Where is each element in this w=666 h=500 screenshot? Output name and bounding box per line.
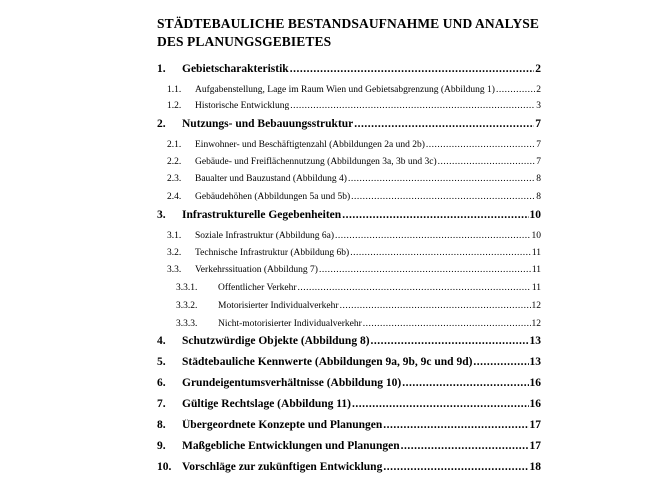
toc-entry[interactable]	[157, 440, 541, 452]
toc-page: 17	[529, 419, 541, 431]
toc-entry[interactable]	[167, 85, 541, 95]
toc-title: Infrastrukturelle Gegebenheiten	[182, 209, 342, 221]
toc-page: 11	[531, 283, 541, 293]
toc-title: Maßgebliche Entwicklungen und Planungen	[182, 440, 400, 452]
toc-number: 3.3.	[167, 265, 182, 275]
toc-title: Aufgabenstellung, Lage im Raum Wien und Gebietsabgrenzung (Abbildung 1)	[195, 85, 495, 95]
toc-leader	[496, 85, 535, 95]
toc-leader	[426, 140, 535, 150]
toc-title: Einwohner- und Beschäftigtenzahl (Abbildungen 2a und 2b)	[195, 140, 425, 150]
toc-number: 5.	[157, 356, 166, 368]
toc-page: 16	[529, 398, 541, 410]
toc-number: 8.	[157, 419, 166, 431]
toc-page: 12	[531, 301, 541, 311]
toc-title: Vorschläge zur zukünftigen Entwicklung	[182, 461, 383, 473]
toc-title: Technische Infrastruktur (Abbildung 6b)	[195, 248, 350, 258]
toc-leader	[354, 118, 534, 130]
toc-page: 8	[536, 192, 541, 202]
toc-leader	[438, 157, 536, 167]
toc-title: Baualter und Bauzustand (Abbildung 4)	[195, 174, 347, 184]
toc-number: 10.	[157, 461, 172, 473]
toc-number: 1.2.	[167, 101, 182, 111]
toc-leader	[290, 101, 535, 111]
toc-leader	[350, 248, 531, 258]
toc-number: 3.3.3.	[176, 319, 198, 329]
toc-page: 11	[531, 248, 541, 258]
toc-number: 2.	[157, 118, 166, 130]
toc-entry[interactable]	[157, 356, 541, 368]
toc-page: 7	[536, 140, 541, 150]
toc-entry[interactable]	[167, 192, 541, 202]
toc-entry[interactable]	[157, 419, 541, 431]
toc-page: 12	[531, 319, 541, 329]
toc-number: 2.2.	[167, 157, 182, 167]
toc-page: 13	[529, 335, 541, 347]
toc-page: 2	[536, 85, 541, 95]
toc-title: Gebietscharakteristik	[182, 63, 289, 75]
toc-leader	[383, 461, 528, 473]
toc-number: 3.3.2.	[176, 301, 198, 311]
toc-page: 3	[536, 101, 541, 111]
toc-number: 2.3.	[167, 174, 182, 184]
toc-number: 1.1.	[167, 85, 182, 95]
toc-number: 3.1.	[167, 231, 182, 241]
toc-number: 1.	[157, 63, 166, 75]
toc-entry[interactable]	[176, 319, 541, 329]
toc-title: Nicht-motorisierter Individualverkehr	[218, 319, 362, 329]
toc-number: 7.	[157, 398, 166, 410]
toc-entry[interactable]	[167, 101, 541, 111]
toc-leader	[473, 356, 528, 368]
toc-number: 4.	[157, 335, 166, 347]
toc-title: Grundeigentumsverhältnisse (Abbildung 10)	[182, 377, 402, 389]
toc-leader	[371, 335, 529, 347]
toc-entry[interactable]	[157, 461, 541, 473]
toc-leader	[401, 440, 529, 452]
toc-entry[interactable]	[157, 335, 541, 347]
toc-leader	[342, 209, 528, 221]
toc-number: 3.2.	[167, 248, 182, 258]
toc-entry[interactable]	[167, 248, 541, 258]
toc-page: 7	[536, 157, 541, 167]
toc-page: 2	[535, 63, 541, 75]
toc-leader	[348, 174, 535, 184]
toc-title: Soziale Infrastruktur (Abbildung 6a)	[195, 231, 335, 241]
title-line-1: STÄDTEBAULICHE BESTANDSAUFNAHME UND ANALYSE	[157, 16, 540, 31]
toc-entry[interactable]	[157, 63, 541, 75]
toc-entry[interactable]	[176, 301, 541, 311]
toc-leader	[340, 301, 531, 311]
toc-leader	[402, 377, 528, 389]
toc-entry[interactable]	[157, 118, 541, 130]
toc-number: 3.3.1.	[176, 283, 198, 293]
toc-leader	[351, 192, 535, 202]
toc-title: Gebäude- und Freiflächennutzung (Abbildungen 3a, 3b und 3c)	[195, 157, 437, 167]
title-line-2: DES PLANUNGSGEBIETES	[157, 34, 332, 49]
toc-leader	[290, 63, 535, 75]
toc-page: 8	[536, 174, 541, 184]
toc-entry[interactable]	[167, 140, 541, 150]
toc-page: 18	[529, 461, 541, 473]
toc-entry[interactable]	[157, 209, 541, 221]
toc-title: Historische Entwicklung	[195, 101, 290, 111]
toc-entry[interactable]	[157, 398, 541, 410]
toc-title: Übergeordnete Konzepte und Planungen	[182, 419, 383, 431]
toc-entry[interactable]	[157, 377, 541, 389]
toc-title: Gebäudehöhen (Abbildungen 5a und 5b)	[195, 192, 351, 202]
toc-page: 10	[529, 209, 541, 221]
toc-title: Schutzwürdige Objekte (Abbildung 8)	[182, 335, 370, 347]
toc-title: Nutzungs- und Bebauungsstruktur	[182, 118, 354, 130]
toc-leader	[335, 231, 530, 241]
toc-entry[interactable]	[167, 157, 541, 167]
toc-page: 13	[529, 356, 541, 368]
toc-entry[interactable]	[167, 265, 541, 275]
toc-page: 16	[529, 377, 541, 389]
toc-title: Öffentlicher Verkehr	[218, 283, 297, 293]
toc-page: 17	[529, 440, 541, 452]
toc-number: 2.4.	[167, 192, 182, 202]
toc-title: Städtebauliche Kennwerte (Abbildungen 9a, 9b, 9c und 9d)	[182, 356, 473, 368]
toc-number: 9.	[157, 440, 166, 452]
toc-title: Verkehrssituation (Abbildung 7)	[195, 265, 318, 275]
toc-title: Gültige Rechtslage (Abbildung 11)	[182, 398, 352, 410]
toc-page: 10	[531, 231, 541, 241]
toc-page: 7	[535, 118, 541, 130]
toc-entry[interactable]	[167, 231, 541, 241]
toc-leader	[352, 398, 528, 410]
toc-leader	[319, 265, 531, 275]
toc-page: 11	[531, 265, 541, 275]
toc-entry[interactable]	[167, 174, 541, 184]
toc-leader	[383, 419, 528, 431]
toc-leader	[363, 319, 531, 329]
toc-title: Motorisierter Individualverkehr	[218, 301, 339, 311]
toc-entry[interactable]	[176, 283, 541, 293]
toc-number: 6.	[157, 377, 166, 389]
toc-leader	[298, 283, 531, 293]
toc-number: 2.1.	[167, 140, 182, 150]
toc-number: 3.	[157, 209, 166, 221]
